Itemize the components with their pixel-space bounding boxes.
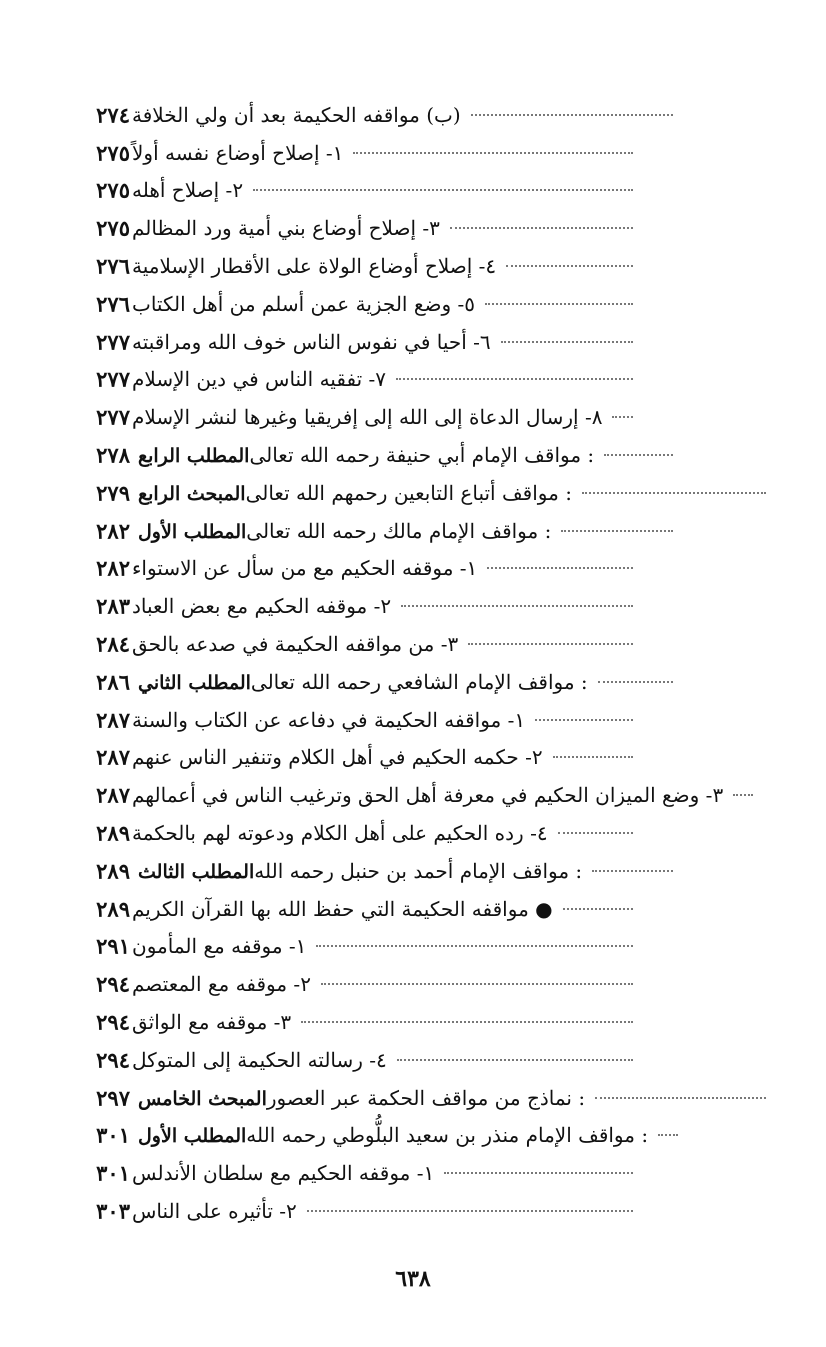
toc-entry: [0, 1041, 826, 1079]
dot-leader: [535, 719, 633, 721]
toc-entry: [0, 852, 826, 890]
toc-entry-text: ١- موقفه الحكيم مع من سأل عن الاستواء: [132, 556, 478, 581]
toc-entry-line: [132, 141, 643, 165]
toc-entry: [0, 625, 826, 663]
toc-page-number: ٢٩٤: [96, 1009, 130, 1035]
toc-entry: [0, 512, 826, 550]
dot-leader: [598, 681, 673, 683]
toc-entry: [0, 1192, 826, 1230]
toc-entry: [0, 361, 826, 399]
toc-entry-text: ٤- إصلاح أوضاع الولاة على الأقطار الإسلامية: [132, 254, 497, 279]
toc-entry-text: ٨- إرسال الدعاة إلى الله إلى إفريقيا وغيرها لنشر الإسلام: [132, 405, 603, 430]
dot-leader: [563, 908, 633, 910]
toc-entry-title: [132, 897, 553, 921]
toc-entry-line: [132, 632, 643, 656]
toc-entry: [0, 776, 826, 814]
dot-leader: [321, 983, 633, 985]
toc-entry-line: [132, 519, 683, 543]
toc-entry-text: (ب) مواقفه الحكيمة بعد أن ولي الخلافة: [132, 102, 461, 127]
toc-entry-title: [132, 1048, 387, 1072]
toc-entry-line: [132, 594, 643, 618]
toc-page-number: ٢٨٩: [96, 820, 130, 846]
toc-entry-title: [132, 254, 496, 278]
toc-entry-line: [132, 859, 683, 883]
section-heading: المطلب الأول: [138, 520, 247, 543]
toc-entry-line: [132, 670, 683, 694]
dot-leader: [558, 832, 633, 834]
toc-page-number: ٣٠٣: [96, 1198, 130, 1224]
toc-entry: [0, 1003, 826, 1041]
toc-page-number: ٢٧٥: [96, 140, 130, 166]
toc-entry: [0, 890, 826, 928]
toc-entry-text: ١- موقفه الحكيم مع سلطان الأندلس: [132, 1161, 435, 1186]
toc-entry-line: [132, 1123, 683, 1147]
toc-entry-line: [132, 821, 643, 845]
toc-entry-line: [132, 934, 643, 958]
dot-leader: [733, 794, 753, 796]
toc-entry-line: [132, 1161, 643, 1185]
toc-entry-text: : مواقف أتباع التابعين رحمهم الله تعالى: [245, 480, 572, 505]
toc-page-number: ٢٨٧: [96, 707, 130, 733]
toc-page-number: ٢٨٢: [96, 555, 130, 581]
toc-page-number: ٢٧٨: [96, 442, 130, 468]
toc-entry: [0, 285, 826, 323]
toc-entry-title: [132, 443, 594, 467]
toc-entry-text: : مواقف الإمام منذر بن سعيد البلُّوطي رحمه الله: [246, 1123, 649, 1148]
dot-leader: [307, 1210, 633, 1212]
toc-entry-line: [132, 367, 643, 391]
toc-entry-title: [132, 1086, 585, 1110]
toc-entry-text: : نماذج من مواقف الحكمة عبر العصور: [266, 1085, 586, 1110]
section-heading: المبحث الرابع: [138, 482, 246, 505]
page-number: ٦٣٨: [395, 1266, 431, 1292]
toc-entry-line: [132, 443, 683, 467]
toc-page-number: ٢٧٥: [96, 177, 130, 203]
toc-entry-title: [132, 141, 343, 165]
toc-entry-title: [132, 1010, 291, 1034]
toc-entry-title: [132, 972, 311, 996]
toc-entry-line: [132, 103, 683, 127]
toc-page-number: ٢٧٤: [96, 102, 130, 128]
toc-entry-text: ١- موقفه مع المأمون: [132, 934, 307, 959]
toc-entry-text: ٣- وضع الميزان الحكيم في معرفة أهل الحق وترغيب الناس في أعمالهم: [132, 783, 724, 808]
toc-entry-title: [132, 178, 243, 202]
dot-leader: [595, 1097, 766, 1099]
toc-page-number: ٢٨٧: [96, 744, 130, 770]
toc-page-number: ٢٨٧: [96, 782, 130, 808]
dot-leader: [316, 945, 633, 947]
section-heading: المطلب الثاني: [138, 671, 251, 694]
toc-page-number: ٢٩١: [96, 933, 130, 959]
toc-entry: [0, 587, 826, 625]
toc-entry-title: [132, 367, 386, 391]
toc-entry-title: [132, 481, 572, 505]
toc-entry-line: [132, 216, 643, 240]
toc-entry-line: [132, 1048, 643, 1072]
toc-entry: [0, 739, 826, 777]
toc-page-number: ٢٧٧: [96, 329, 130, 355]
toc-entry-title: [132, 103, 461, 127]
toc-page-number: ٢٨٩: [96, 896, 130, 922]
toc-entry-title: [132, 783, 723, 807]
dot-leader: [592, 870, 673, 872]
dot-leader: [253, 189, 633, 191]
toc-entry: [0, 134, 826, 172]
toc-entry-title: [132, 859, 582, 883]
toc-page-number: ٢٨٣: [96, 593, 130, 619]
toc-entry-line: [132, 745, 643, 769]
dot-leader: [487, 567, 633, 569]
toc-entry-line: [132, 292, 643, 316]
toc-entry-line: [132, 178, 643, 202]
toc-page-number: ٢٧٧: [96, 366, 130, 392]
toc-entry: [0, 663, 826, 701]
dot-leader: [506, 265, 633, 267]
toc-entry: [0, 436, 826, 474]
toc-entry-text: ٤- رسالته الحكيمة إلى المتوكل: [132, 1047, 387, 1072]
dot-leader: [582, 492, 766, 494]
toc-entry: [0, 550, 826, 588]
toc-page-number: ٢٧٧: [96, 404, 130, 430]
toc-entry-title: [132, 708, 525, 732]
section-heading: المطلب الثالث: [138, 860, 255, 883]
toc-entry-title: [132, 821, 548, 845]
toc-entry: [0, 701, 826, 739]
toc-entry-title: [132, 216, 440, 240]
toc-page-number: ٢٧٦: [96, 291, 130, 317]
dot-leader: [444, 1172, 633, 1174]
toc-entry-text: ٥- وضع الجزية عمن أسلم من أهل الكتاب: [132, 291, 475, 316]
toc-entry-title: [132, 1199, 297, 1223]
toc-entry: [0, 96, 826, 134]
toc-entry-line: [132, 330, 643, 354]
toc-entry-text: ١- إصلاح أوضاع نفسه أولاً: [132, 140, 344, 165]
dot-leader: [612, 416, 633, 418]
toc-entry: [0, 928, 826, 966]
toc-entry-title: [132, 934, 306, 958]
toc-entry-title: [132, 632, 458, 656]
toc-entry-title: [132, 1161, 434, 1185]
toc-entry-line: [132, 897, 643, 921]
toc-entry-title: [132, 594, 391, 618]
toc-page-number: ٣٠١: [96, 1160, 130, 1186]
toc-entry-text: ٣- موقفه مع الواثق: [132, 1010, 292, 1035]
section-heading: المطلب الأول: [138, 1125, 247, 1148]
toc-entry-text: ● مواقفه الحكيمة التي حفظ الله بها القرآن الكريم: [132, 896, 553, 921]
toc-entry-text: ٣- إصلاح أوضاع بني أمية ورد المظالم: [132, 216, 440, 241]
dot-leader: [301, 1021, 633, 1023]
toc-entry-line: [132, 556, 643, 580]
toc-entry-text: ٦- أحيا في نفوس الناس خوف الله ومراقبته: [132, 329, 491, 354]
toc-entry-title: [132, 405, 602, 429]
toc-page-number: ٢٩٤: [96, 971, 130, 997]
toc-entry: [0, 965, 826, 1003]
toc-page-number: ٢٧٦: [96, 253, 130, 279]
toc-entry-text: ٢- إصلاح أهله: [132, 178, 244, 203]
toc-entry-line: [132, 708, 643, 732]
toc-entry-text: : مواقف الإمام أبي حنيفة رحمه الله تعالى: [249, 443, 595, 468]
toc-entry-title: [132, 519, 551, 543]
dot-leader: [401, 605, 633, 607]
toc-entry-text: ٢- تأثيره على الناس: [132, 1199, 297, 1223]
toc-entry-text: : مواقف الإمام مالك رحمه الله تعالى: [246, 518, 552, 543]
toc-entry-line: [132, 1010, 643, 1034]
dot-leader: [396, 378, 633, 380]
toc-entry-text: ٧- تفقيه الناس في دين الإسلام: [132, 367, 387, 392]
dot-leader: [658, 1134, 678, 1136]
toc-entry-text: ٢- حكمه الحكيم في أهل الكلام وتنفير الناس عنهم: [132, 745, 543, 770]
table-of-contents: [0, 96, 826, 1230]
toc-entry-line: [132, 405, 643, 429]
toc-entry-text: ٤- رده الحكيم على أهل الكلام ودعوته لهم بالحكمة: [132, 821, 548, 846]
toc-entry-text: : مواقف الإمام أحمد بن حنبل رحمه الله: [254, 858, 583, 883]
toc-entry-title: [132, 330, 491, 354]
toc-entry: [0, 398, 826, 436]
toc-entry-title: [132, 1123, 648, 1147]
toc-page-number: ٣٠١: [96, 1122, 130, 1148]
toc-entry: [0, 209, 826, 247]
toc-entry-line: [132, 972, 643, 996]
dot-leader: [397, 1059, 633, 1061]
toc-page-number: ٢٩٧: [96, 1085, 130, 1111]
dot-leader: [501, 341, 633, 343]
toc-entry-text: ٢- موقفه الحكيم مع بعض العباد: [132, 594, 392, 619]
toc-entry: [0, 1117, 826, 1155]
toc-entry-line: [132, 1199, 643, 1223]
dot-leader: [553, 756, 633, 758]
toc-entry: [0, 1154, 826, 1192]
dot-leader: [468, 643, 633, 645]
toc-entry-text: ١- مواقفه الحكيمة في دفاعه عن الكتاب والسنة: [132, 707, 526, 732]
toc-page-number: ٢٨٦: [96, 669, 130, 695]
toc-entry-title: [132, 745, 543, 769]
toc-page-number: ٢٨٢: [96, 518, 130, 544]
section-heading: المطلب الرابع: [138, 445, 250, 468]
toc-entry: [0, 1079, 826, 1117]
toc-entry: [0, 172, 826, 210]
dot-leader: [604, 454, 673, 456]
dot-leader: [561, 530, 673, 532]
toc-entry-line: [132, 254, 643, 278]
toc-page-number: ٢٧٥: [96, 215, 130, 241]
toc-entry-title: [132, 292, 475, 316]
dot-leader: [450, 227, 633, 229]
section-heading: المبحث الخامس: [138, 1087, 267, 1110]
toc-entry-text: : مواقف الإمام الشافعي رحمه الله تعالى: [250, 669, 588, 694]
toc-entry-title: [132, 670, 588, 694]
dot-leader: [471, 114, 673, 116]
toc-entry-line: [132, 1086, 776, 1110]
dot-leader: [485, 303, 633, 305]
toc-page-number: ٢٩٤: [96, 1047, 130, 1073]
toc-entry-title: [132, 556, 477, 580]
toc-entry-text: ٣- من مواقفه الحكيمة في صدعه بالحق: [132, 632, 459, 657]
toc-page-number: ٢٧٩: [96, 480, 130, 506]
dot-leader: [353, 152, 633, 154]
toc-entry-text: ٢- موقفه مع المعتصم: [132, 972, 311, 997]
toc-entry: [0, 247, 826, 285]
toc-page-number: ٢٨٩: [96, 858, 130, 884]
toc-entry: [0, 474, 826, 512]
toc-entry-line: [132, 783, 724, 808]
toc-entry-line: [132, 481, 776, 505]
toc-entry: [0, 323, 826, 361]
toc-entry: [0, 814, 826, 852]
toc-page-number: ٢٨٤: [96, 631, 130, 657]
